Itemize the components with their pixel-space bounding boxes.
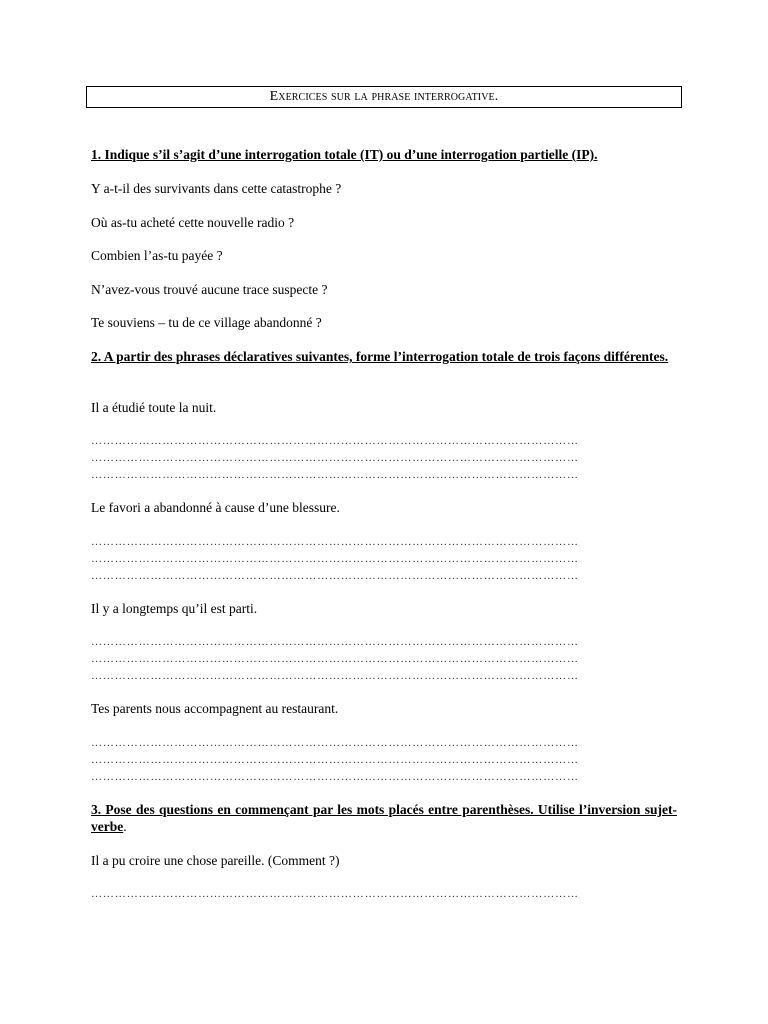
answer-line: …………………………………………………………………………………………………………… bbox=[91, 739, 579, 747]
exercise-1-heading: 1. Indique s’il s’agit d’une interrogation totale (IT) ou d’une interrogation partielle (IP). bbox=[91, 147, 598, 162]
answer-line: …………………………………………………………………………………………………………… bbox=[91, 454, 579, 462]
answer-line: …………………………………………………………………………………………………………… bbox=[91, 538, 579, 546]
exercise-3-heading-text: 3. Pose des questions en commençant par les mots placés entre parenthèses. Utilise l’inversion sujet-verbe bbox=[91, 802, 677, 834]
answer-line: …………………………………………………………………………………………………………… bbox=[91, 555, 579, 563]
answer-line: …………………………………………………………………………………………………………… bbox=[91, 773, 579, 781]
answer-line: …………………………………………………………………………………………………………… bbox=[91, 638, 579, 646]
exercise-1-sentence: Où as-tu acheté cette nouvelle radio ? bbox=[91, 215, 295, 230]
answer-line: …………………………………………………………………………………………………………… bbox=[91, 890, 579, 898]
worksheet-title: Exercices sur la phrase interrogative. bbox=[86, 86, 682, 108]
answer-line: …………………………………………………………………………………………………………… bbox=[91, 572, 579, 580]
exercise-2-heading: 2. A partir des phrases déclaratives suivantes, forme l’interrogation totale de trois façons différentes. bbox=[91, 349, 669, 364]
exercise-2-sentence: Tes parents nous accompagnent au restaurant. bbox=[91, 701, 339, 716]
exercise-2-sentence: Il a étudié toute la nuit. bbox=[91, 400, 217, 415]
exercise-1-sentence: Y a-t-il des survivants dans cette catastrophe ? bbox=[91, 181, 342, 196]
exercise-3-heading bbox=[91, 801, 677, 835]
answer-line: …………………………………………………………………………………………………………… bbox=[91, 672, 579, 680]
exercise-1-sentence: N’avez-vous trouvé aucune trace suspecte ? bbox=[91, 282, 328, 297]
exercise-2-sentence: Il y a longtemps qu’il est parti. bbox=[91, 601, 258, 616]
answer-line: …………………………………………………………………………………………………………… bbox=[91, 471, 579, 479]
answer-line: …………………………………………………………………………………………………………… bbox=[91, 655, 579, 663]
answer-line: …………………………………………………………………………………………………………… bbox=[91, 437, 579, 445]
exercise-2-sentence: Le favori a abandonné à cause d’une blessure. bbox=[91, 500, 340, 515]
exercise-3-sentence: Il a pu croire une chose pareille. (Comment ?) bbox=[91, 853, 340, 868]
exercise-1-sentence: Te souviens – tu de ce village abandonné ? bbox=[91, 315, 322, 330]
exercise-3-heading-period: . bbox=[123, 819, 127, 834]
answer-line: …………………………………………………………………………………………………………… bbox=[91, 756, 579, 764]
exercise-1-sentence: Combien l’as-tu payée ? bbox=[91, 248, 223, 263]
